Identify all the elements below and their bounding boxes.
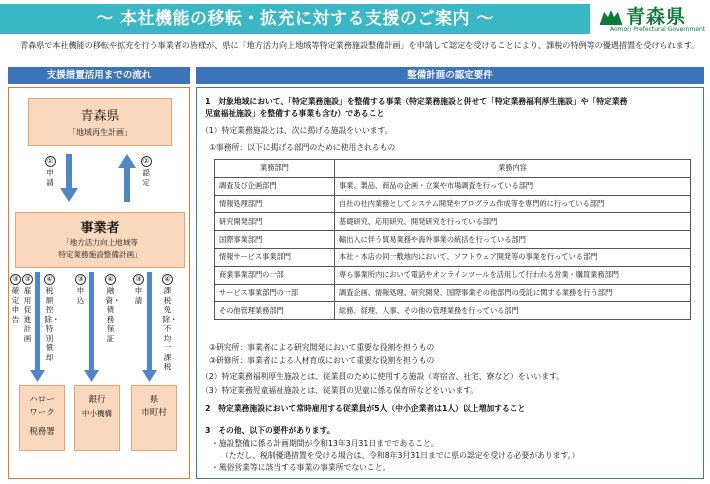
business-box-sub2: 特定業務施設整備計画」 [58, 250, 142, 259]
flow-panel [8, 87, 190, 479]
table-row: 情報サービス事業部門 本社・本店の同一敷地内において、ソフトウェア開発等の事業を行っている部門 [215, 248, 691, 266]
requirements-heading: 整備計画の認定要件 [196, 67, 704, 84]
table-row: サービス事業部門の一部 調査企画、情報処理、研究開発、国際事業その他部門の受託に関する業務を行う部門 [215, 284, 691, 302]
p1-1: ①事務所：以下に掲げる部門のために使用されるもの [209, 143, 396, 152]
flow-label-1: ③ 確定申告 [11, 275, 20, 324]
table-row: 国際事業部門 輸出入に伴う貿易業務や海外事業の統括を行っている部門 [215, 231, 691, 249]
p3: （3）特定業務児童福祉施設とは、従業員の児童に係る保育所などをいいます。 [201, 386, 479, 395]
apply-label: ① 申請 [46, 157, 54, 187]
p1: （1）特定業務施設とは、次に掲げる施設をいいます。 [201, 126, 393, 135]
arrow-down-icon [59, 154, 79, 204]
aomori-box-sub: 「地域再生計画」 [68, 128, 132, 137]
table-header-row [215, 160, 691, 178]
p1-3: ③研修所：事業者による人材育成において重要な役割を担うもの [209, 356, 435, 365]
page-title: ～ 本社機能の移転・拡充に対する支援のご案内 ～ [96, 9, 494, 29]
flow-label-4: ③ 申込 [76, 275, 85, 305]
requirements-panel [196, 87, 704, 479]
department-table [214, 159, 691, 320]
req1-line-b: 児童福祉施設」を整備する事業も含む）であること [205, 109, 385, 118]
flow-label-2: ③ 雇用促進計画 [23, 275, 32, 343]
business-box [15, 212, 185, 268]
arrow-up-icon [117, 154, 137, 204]
title-banner [0, 4, 590, 34]
table-header-content: 業務内容 [335, 160, 691, 178]
hellowork-box: ハロー ワーク 税務署 [19, 385, 65, 451]
aomori-logo [596, 2, 708, 36]
prefecture-box: 県 市町村 [131, 385, 177, 451]
req3-c: ・風俗営業等に該当する事業の事業所でないこと。 [211, 463, 391, 472]
flow-label-7: ④ 課税免除・不均一課税 [162, 275, 178, 371]
logo-name: 青森県 [626, 6, 687, 28]
p1-2: ②研究所：事業者による研究開発において重要な役割を担うもの [209, 343, 435, 352]
business-box-title: 事業者 [80, 221, 120, 236]
approve-label: ② 認定 [142, 157, 150, 187]
bank-box: 銀行 中小機構 [74, 385, 120, 451]
req1-line-a: 1 対象地域において、「特定業務施設」を整備する事業（特定業務施設と併せて「特定業務福利厚生施設」や「特定業務 [205, 97, 628, 106]
req3-a: ・施設整備に係る計画期間が令和13年3月31日までであること。 [211, 439, 439, 448]
intro-text: 青森県で本社機能の移転や拡充を行う事業者の皆様が、県に「地方活力向上地域等特定業務施設整備計画」を申請して認定を受けることにより、課税の特例等の優遇措置を受けられます。 [20, 40, 700, 50]
table-row: 情報処理部門 自社の社内業務としてシステム開発やプログラム作成等を専門的に行っている部門 [215, 195, 691, 213]
table-row: その他管理業務部門 総務、経理、人事、その他の管理業務を行っている部門 [215, 302, 691, 320]
req3-b: （ただし、税制優遇措置を受ける場合は、令和8年3月31日までに県の認定を受ける必要があります。） [221, 451, 580, 460]
header [0, 0, 710, 36]
flow-label-3: ④ 税額控除・特別償却 [44, 275, 60, 362]
flow-heading: 支援措置活用までの流れ [8, 67, 190, 84]
aomori-prefecture-icon [598, 8, 624, 26]
aomori-box-title: 青森県 [80, 109, 120, 124]
logo-subtitle: Aomori Prefectural Government [610, 26, 706, 33]
table-row: 商業事業部門の一部 専ら事業所内において電話やオンラインツールを活用して行われる営業・購買業務部門 [215, 266, 691, 284]
table-row: 研究開発部門 基礎研究、応用研究、開発研究を行っている部門 [215, 213, 691, 231]
flow-label-6: ③ 申請 [134, 275, 143, 305]
p2: （2）特定業務福利厚生施設とは、従業員のために使用する施設（寄宿舎、社宅、寮など）をいいます。 [201, 372, 564, 381]
req3: 3 その他、以下の要件があります。 [205, 426, 335, 435]
table-row: 調査及び企画部門 事業、製品、商品の企画・立案や市場調査を行っている部門 [215, 177, 691, 195]
req2: 2 特定業務施設において常時雇用する従業員が5人（中小企業者は1人）以上増加すること [205, 404, 526, 413]
table-header-dept: 業務部門 [215, 160, 335, 178]
flow-label-5: ④ 融資・債務保証 [105, 275, 121, 343]
business-box-sub1: 「地方活力向上地域等 [62, 238, 138, 247]
aomori-box [28, 98, 172, 146]
